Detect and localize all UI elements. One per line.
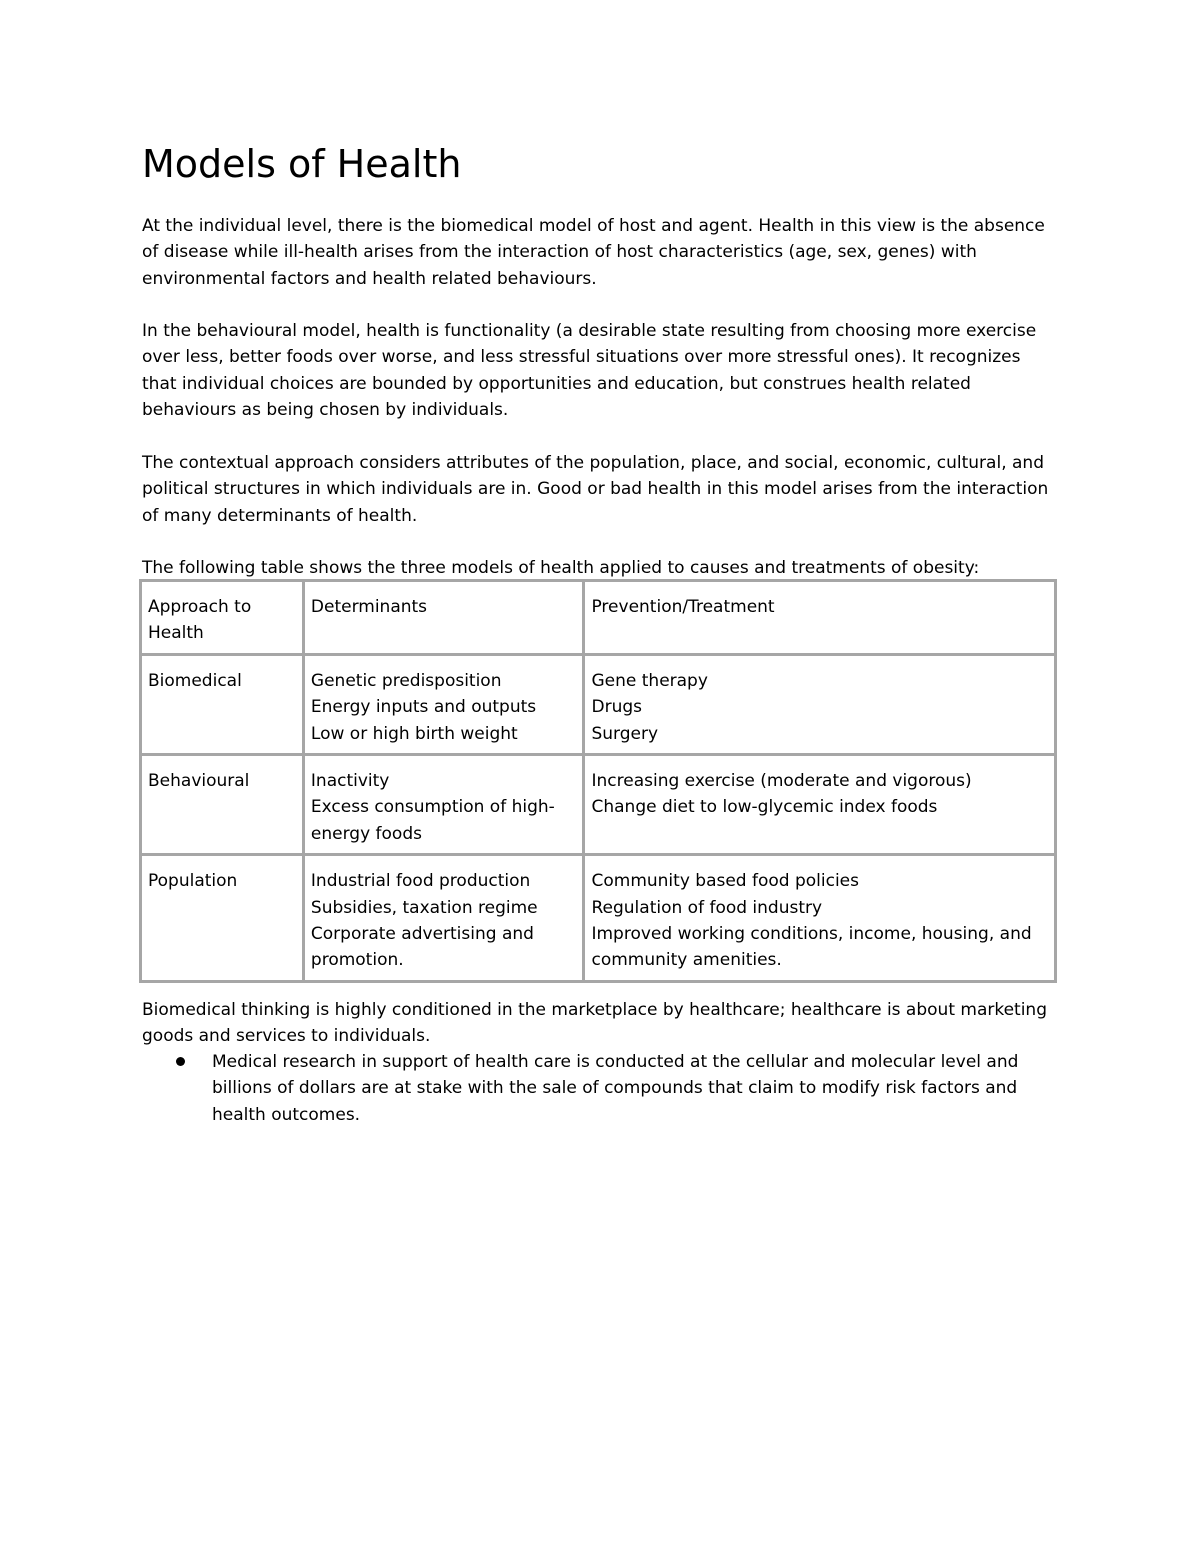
approach-label: Biomedical — [148, 670, 242, 691]
approach-label: Population — [148, 871, 238, 892]
table-cell-determinants — [303, 654, 584, 754]
determinant-item: Corporate advertising and promotion. — [310, 924, 534, 971]
paragraph-biomedical-model: At the individual level, there is the biomedical model of host and agent. Health in this view is the absence of disease while ill-health arises from the interaction of host characteristics (age, sex, genes) with environmental factors and health related behaviours. — [142, 216, 1045, 289]
paragraph-table-intro: The following table shows the three models of health applied to causes and treatments of obesity: — [142, 558, 980, 578]
determinant-item: Low or high birth weight — [310, 723, 518, 744]
table-cell-determinants — [303, 755, 584, 855]
determinant-item: Industrial food production — [310, 871, 531, 892]
paragraph-contextual-approach: The contextual approach considers attributes of the population, place, and social, economic, cultural, and political structures in which individuals are in. Good or bad health in this model arises from the interaction of many determinants of health. — [142, 453, 1049, 526]
determinant-item: Excess consumption of high-energy foods — [310, 797, 555, 844]
treatment-item: Regulation of food industry — [591, 897, 823, 918]
determinant-item: Genetic predisposition — [310, 670, 502, 691]
approach-label: Behavioural — [148, 771, 250, 792]
table-cell-determinants — [303, 855, 584, 982]
table-header-cell — [584, 581, 1056, 655]
bullet-icon — [176, 1057, 185, 1066]
table-cell-approach — [141, 755, 304, 855]
determinant-item: Subsidies, taxation regime — [310, 897, 538, 918]
treatment-item: Improved working conditions, income, housing, and community amenities. — [591, 924, 1032, 971]
header-approach: Approach to Health — [148, 597, 252, 644]
paragraph-biomedical-thinking: Biomedical thinking is highly conditioned in the marketplace by healthcare; healthcare is about marketing goods and services to individuals. — [142, 1000, 1048, 1047]
determinant-item: Inactivity — [310, 771, 390, 792]
treatment-item: Drugs — [591, 697, 642, 718]
header-determinants: Determinants — [310, 597, 428, 617]
document-title: Models of Health — [142, 142, 462, 186]
table-cell-treatments — [584, 654, 1056, 754]
treatment-item: Increasing exercise (moderate and vigorous) — [591, 771, 972, 792]
table-row — [141, 855, 1056, 982]
paragraph-behavioural-model: In the behavioural model, health is functionality (a desirable state resulting from choosing more exercise over less, better foods over worse, and less stressful situations over more stressful ones). It recognizes that individual choices are bounded by opportunities and education, but construes health related behaviours as being chosen by individuals. — [142, 321, 1037, 421]
table-row — [141, 654, 1056, 754]
table-row — [141, 755, 1056, 855]
header-prevention-treatment: Prevention/Treatment — [591, 597, 775, 617]
treatment-item: Gene therapy — [591, 670, 708, 691]
table-header-cell — [303, 581, 584, 655]
determinant-item: Energy inputs and outputs — [310, 697, 537, 718]
table-cell-treatments — [584, 755, 1056, 855]
table-cell-approach — [141, 654, 304, 754]
treatment-item: Community based food policies — [591, 871, 860, 892]
table-header-cell — [141, 581, 304, 655]
table-cell-treatments — [584, 855, 1056, 982]
treatment-item: Surgery — [591, 723, 659, 744]
treatment-item: Change diet to low-glycemic index foods — [591, 797, 938, 818]
obesity-models-table — [139, 579, 1057, 983]
bullet-text: Medical research in support of health care is conducted at the cellular and molecular level and billions of dollars are at stake with the sale of compounds that claim to modify risk factors and health outcomes. — [212, 1052, 1019, 1125]
table-cell-approach — [141, 855, 304, 982]
table-header-row — [141, 581, 1056, 655]
